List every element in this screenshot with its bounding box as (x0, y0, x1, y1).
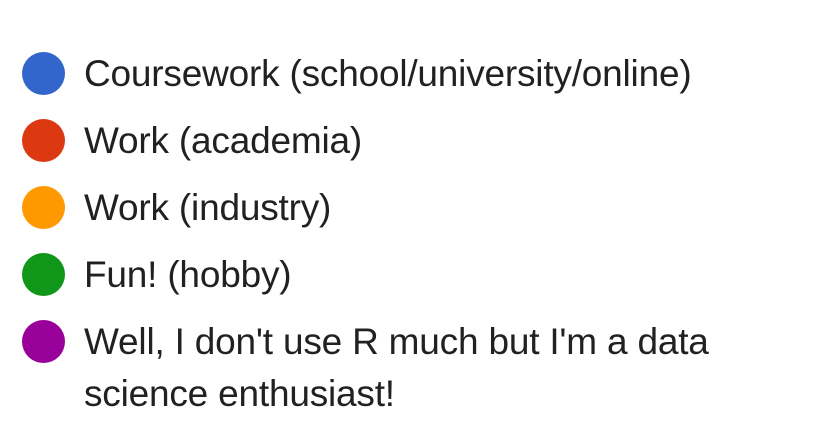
legend-label-coursework: Coursework (school/university/online) (84, 53, 692, 94)
legend-swatch-enthusiast (22, 320, 65, 363)
legend-label-work-industry: Work (industry) (84, 187, 332, 228)
legend-item-work-industry (22, 182, 812, 234)
legend-item-work-academia (22, 115, 812, 167)
legend-swatch-coursework (22, 52, 65, 95)
legend-label-fun-hobby: Fun! (hobby) (84, 254, 292, 295)
legend-item-enthusiast (22, 316, 812, 420)
chart-legend (22, 48, 812, 420)
legend-item-fun-hobby (22, 249, 812, 301)
legend-label-work-academia: Work (academia) (84, 120, 363, 161)
legend-swatch-work-industry (22, 186, 65, 229)
legend-swatch-fun-hobby (22, 253, 65, 296)
legend-label-enthusiast: Well, I don't use R much but I'm a data science enthusiast! (84, 321, 709, 414)
legend-item-coursework (22, 48, 812, 100)
legend-swatch-work-academia (22, 119, 65, 162)
